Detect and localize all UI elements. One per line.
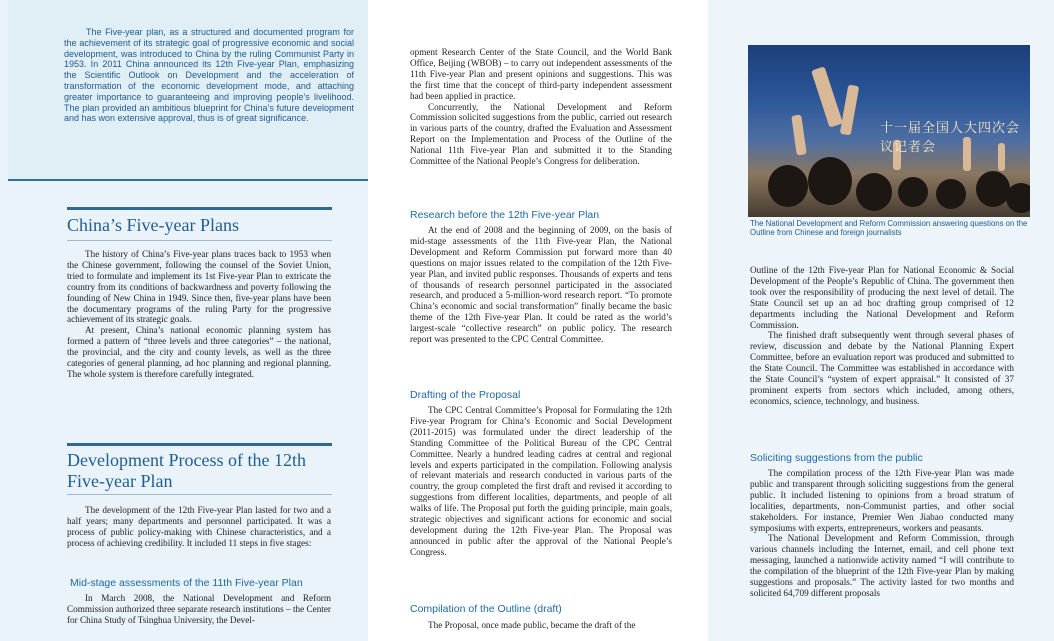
subhead-midstage: Mid-stage assessments of the 11th Five-year Plan [70,577,303,589]
drafting-body [410,405,672,558]
subhead-drafting: Drafting of the Proposal [410,389,521,401]
midstage-body [67,593,331,626]
section-title-five-year-plans: China’s Five-year Plans [67,215,239,235]
section-title-development-process: Development Process of the 12th Five-year Plan [67,450,306,491]
audience-head [808,157,852,205]
subhead-compilation: Compilation of the Outline (draft) [410,603,562,615]
section1-paragraph: At present, China’s national economic planning system has formed a pattern of “three levels and three categories” – the national, the provincial, and the city and county levels, as well as the three categories of general planning, ad hoc planning and regional planning. The whole system is therefore carefully integrated. [67,325,331,379]
drafting-paragraph: The CPC Central Committee’s Proposal for Formulating the 12th Five-year Program for China’s Economic and Social Development (2011-2015) was formulated under the direct leadership of the Standing Committee of the Political Bureau of the CPC Central Committee. Nearly a hundred leading cadres at central and regional levels and experts participated in the compilation. Following analysis of relevant materials and research conducted in various parts of the country, the group completed the first draft and revised it according to suggestions from different localities, departments, and people of all walks of life. The Proposal put forth the guiding principle, main goals, strategic objectives and significant actions for economic and social development during the 12th Five-year Plan. The Proposal was announced in public after the approval of the National People’s Congress. [410,405,672,557]
compilation-continuation: Outline of the 12th Five-year Plan for National Economic & Social Development of the People’s Republic of China. The government then took over the responsibility of producing the next level of detail. The State Council set up an ad hoc drafting group comprised of 12 departments including the National Development and Reform Commission. [750,265,1014,330]
section2-paragraph: The development of the 12th Five-year Plan lasted for two and a half years; many departments and personnel participated. It was a process of public policy-making with Chinese characteristics, and a process of achieving credibility. It included 11 steps in five stages: [67,505,331,548]
left-column [0,0,368,641]
compilation-paragraph: The Proposal, once made public, became the draft of the [428,620,636,630]
raised-hand [791,114,806,155]
raised-hand [840,84,860,135]
section2-body [67,505,331,549]
right-column [708,0,1054,641]
section-underline [67,240,332,241]
photo-banner-text: 十一届全国人大四次会议记者会 [880,121,1021,155]
audience-head [1006,183,1030,213]
middle-column [368,0,708,641]
subhead-soliciting: Soliciting suggestions from the public [750,452,923,464]
compilation-body [410,620,672,631]
midstage-continued [410,47,672,167]
section-rule [67,443,332,446]
press-conference-photo [748,45,1030,217]
midstage-paragraph: Concurrently, the National Development and Reform Commission solicited suggestions from the public, carried out research in various parts of the country, drafted the Evaluation and Assessment Report on the Implementation and Process of the Outline of the National 11th Five-year Plan and submitted it to the Standing Committee of the National People’s Congress for deliberation. [410,101,672,167]
section1-paragraph: The history of China’s Five-year plans traces back to 1953 when the Chinese government, following the counsel of the Soviet Union, tried to formulate and implement its 1st Five-year Plan to extricate the country from its conditions of backwardness and poverty following the founding of New China in 1949. Since then, five-year plans have been the documentary programs of the ruling Party for the progressive achievement of its strategic goals. [67,249,331,325]
midstage-paragraph: In March 2008, the National Development and Reform Commission authorized three separate research institutions – the Center for China Study of Tsinghua University, the Devel- [67,593,331,625]
research-body [410,225,672,345]
audience-head [976,171,1010,207]
compilation-continued [750,265,1014,407]
section-rule [67,207,332,210]
audience-head [898,177,928,207]
photo-caption: The National Development and Reform Commission answering questions on the Outline from Chinese and foreign journalists [750,219,1028,238]
raised-hand [811,66,843,127]
subhead-research: Research before the 12th Five-year Plan [410,209,600,221]
section-underline [67,494,332,495]
midstage-continuation: opment Research Center of the State Council, and the World Bank Office, Beijing (WBOB) – to carry out independent assessments of the 11th Five-year Plan and present opinions and suggestions. This was the first time that the concept of third-party independent assessment had been applied in practice. [410,47,672,101]
audience-head [936,179,966,209]
soliciting-body [750,468,1014,599]
intro-box [8,0,368,181]
audience-head [768,165,808,207]
soliciting-paragraph: The National Development and Reform Commission, through various channels including the Internet, email, and cell phone text messaging, launched a nationwide activity named “I will contribute to the compilation of the blueprint of the 12th Five-year Plan by making suggestions and proposals.” The activity lasted for two months and solicited 64,709 different proposals [750,533,1014,598]
research-paragraph: At the end of 2008 and the beginning of 2009, on the basis of mid-stage assessments of the 11th Five-year Plan, the National Development and Reform Commission put forward more than 40 questions on major issues related to the compilation of the 12th Five-year Plan, and invited public responses. Thousands of experts and tens of thousands of research personnel participated in the associated research, and produced a 5-million-word research report. “To promote China’s economic and social transformation” finally became the basic theme of the 12th Five-year Plan. It could be rated as the world’s largest-scale “collective research” on public policy. The research report was presented to the CPC Central Committee. [410,225,672,345]
soliciting-paragraph: The compilation process of the 12th Five-year Plan was made public and transparent through soliciting suggestions from the general public. It included listening to opinions from a broad stratum of localities, departments, non-Communist parties, and other social stakeholders. For instance, Premier Wen Jiabao conducted many symposiums with experts, entrepreneurs, workers and peasants. [750,468,1014,533]
audience-head [856,173,892,211]
compilation-paragraph: The finished draft subsequently went through several phases of review, discussion and debate by the National Planning Expert Committee, before an evaluation report was produced and submitted to the State Council. The Committee was established in accordance with the State Council’s “system of expert appraisal.” It consisted of 37 prominent experts from sectors which included, among others, economics, science, technology, and business. [750,330,1014,406]
section1-body [67,249,331,380]
intro-text: The Five-year plan, as a structured and documented program for the achievement of its strategic goal of progressive economic and social development, was introduced to China by the ruling Communist Party in 1953. In 2011 China announced its 12th Five-year Plan, emphasizing the Scientific Outlook on Development and the acceleration of transformation of the economic development mode, and attaching greater importance to guaranteeing and improving people’s livelihood. The plan provided an ambitious blueprint for China’s future development and has won extensive approval, thus is of great significance. [64,27,354,124]
